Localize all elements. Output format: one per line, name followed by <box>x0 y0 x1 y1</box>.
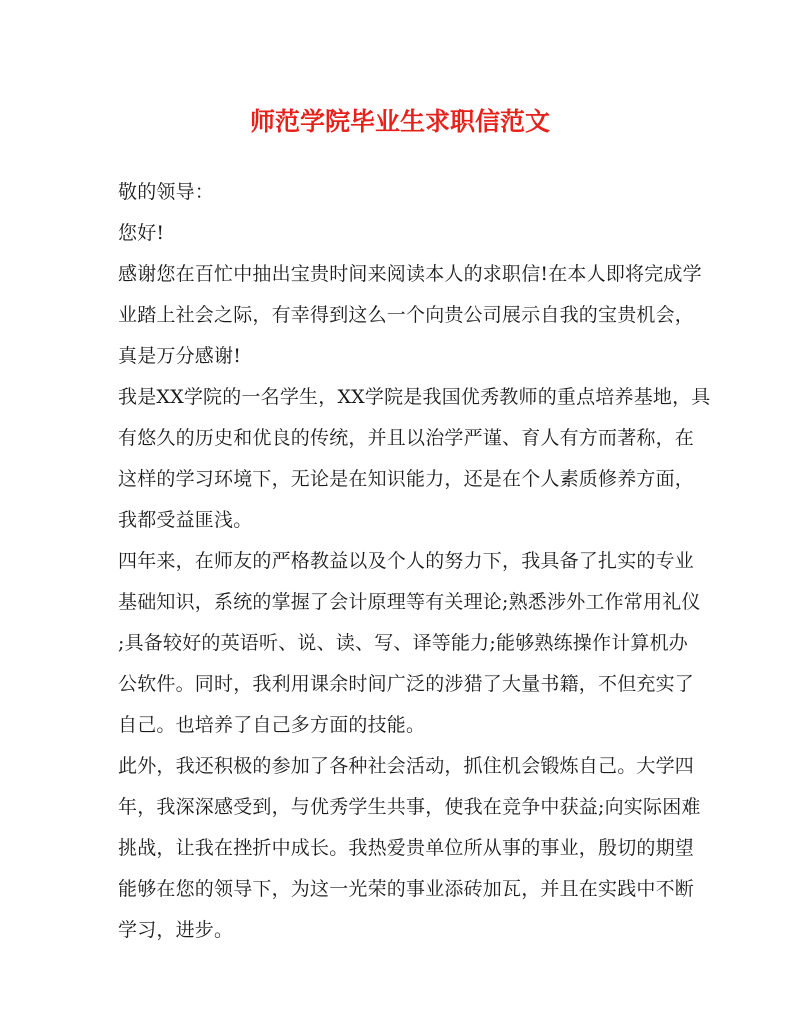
body-line: 我都受益匪浅。 <box>118 509 253 531</box>
body-line: 此外，我还积极的参加了各种社会活动，抓住机会锻炼自己。大学四 <box>118 755 695 777</box>
document-title: 师范学院毕业生求职信范文 <box>249 107 550 136</box>
body-line: 真是万分感谢! <box>118 345 242 367</box>
body-line: 四年来，在师友的严格教益以及个人的努力下，我具备了扎实的专业 <box>118 550 695 572</box>
body-line: ;具备较好的英语听、说、读、写、译等能力;能够熟练操作计算机办 <box>118 632 689 654</box>
body-line: 能够在您的领导下，为这一光荣的事业添砖加瓦，并且在实践中不断 <box>118 878 695 900</box>
body-line: 基础知识，系统的掌握了会计原理等有关理论;熟悉涉外工作常用礼仪 <box>118 591 701 613</box>
body-line: 学习，进步。 <box>118 919 234 941</box>
document-body <box>118 172 711 951</box>
body-line: 感谢您在百忙中抽出宝贵时间来阅读本人的求职信!在本人即将完成学 <box>118 263 702 285</box>
body-line: 挑战，让我在挫折中成长。我热爱贵单位所从事的事业，殷切的期望 <box>118 837 695 859</box>
body-line: 公软件。同时，我利用课余时间广泛的涉猎了大量书籍，不但充实了 <box>118 673 695 695</box>
greeting-line: 您好! <box>118 222 165 244</box>
body-line: 这样的学习环境下，无论是在知识能力，还是在个人素质修养方面， <box>118 468 695 490</box>
body-line: 年，我深深感受到，与优秀学生共事，使我在竞争中获益;向实际困难 <box>118 796 701 818</box>
body-line: 业踏上社会之际，有幸得到这么一个向贵公司展示自我的宝贵机会， <box>118 304 695 326</box>
body-line: 自己。也培养了自己多方面的技能。 <box>118 714 426 736</box>
body-line: 有悠久的历史和优良的传统，并且以治学严谨、育人有方而著称，在 <box>118 427 695 449</box>
salutation-line: 敬的领导： <box>118 181 215 203</box>
body-line: 我是XX学院的一名学生，XX学院是我国优秀教师的重点培养基地，具 <box>118 386 711 408</box>
